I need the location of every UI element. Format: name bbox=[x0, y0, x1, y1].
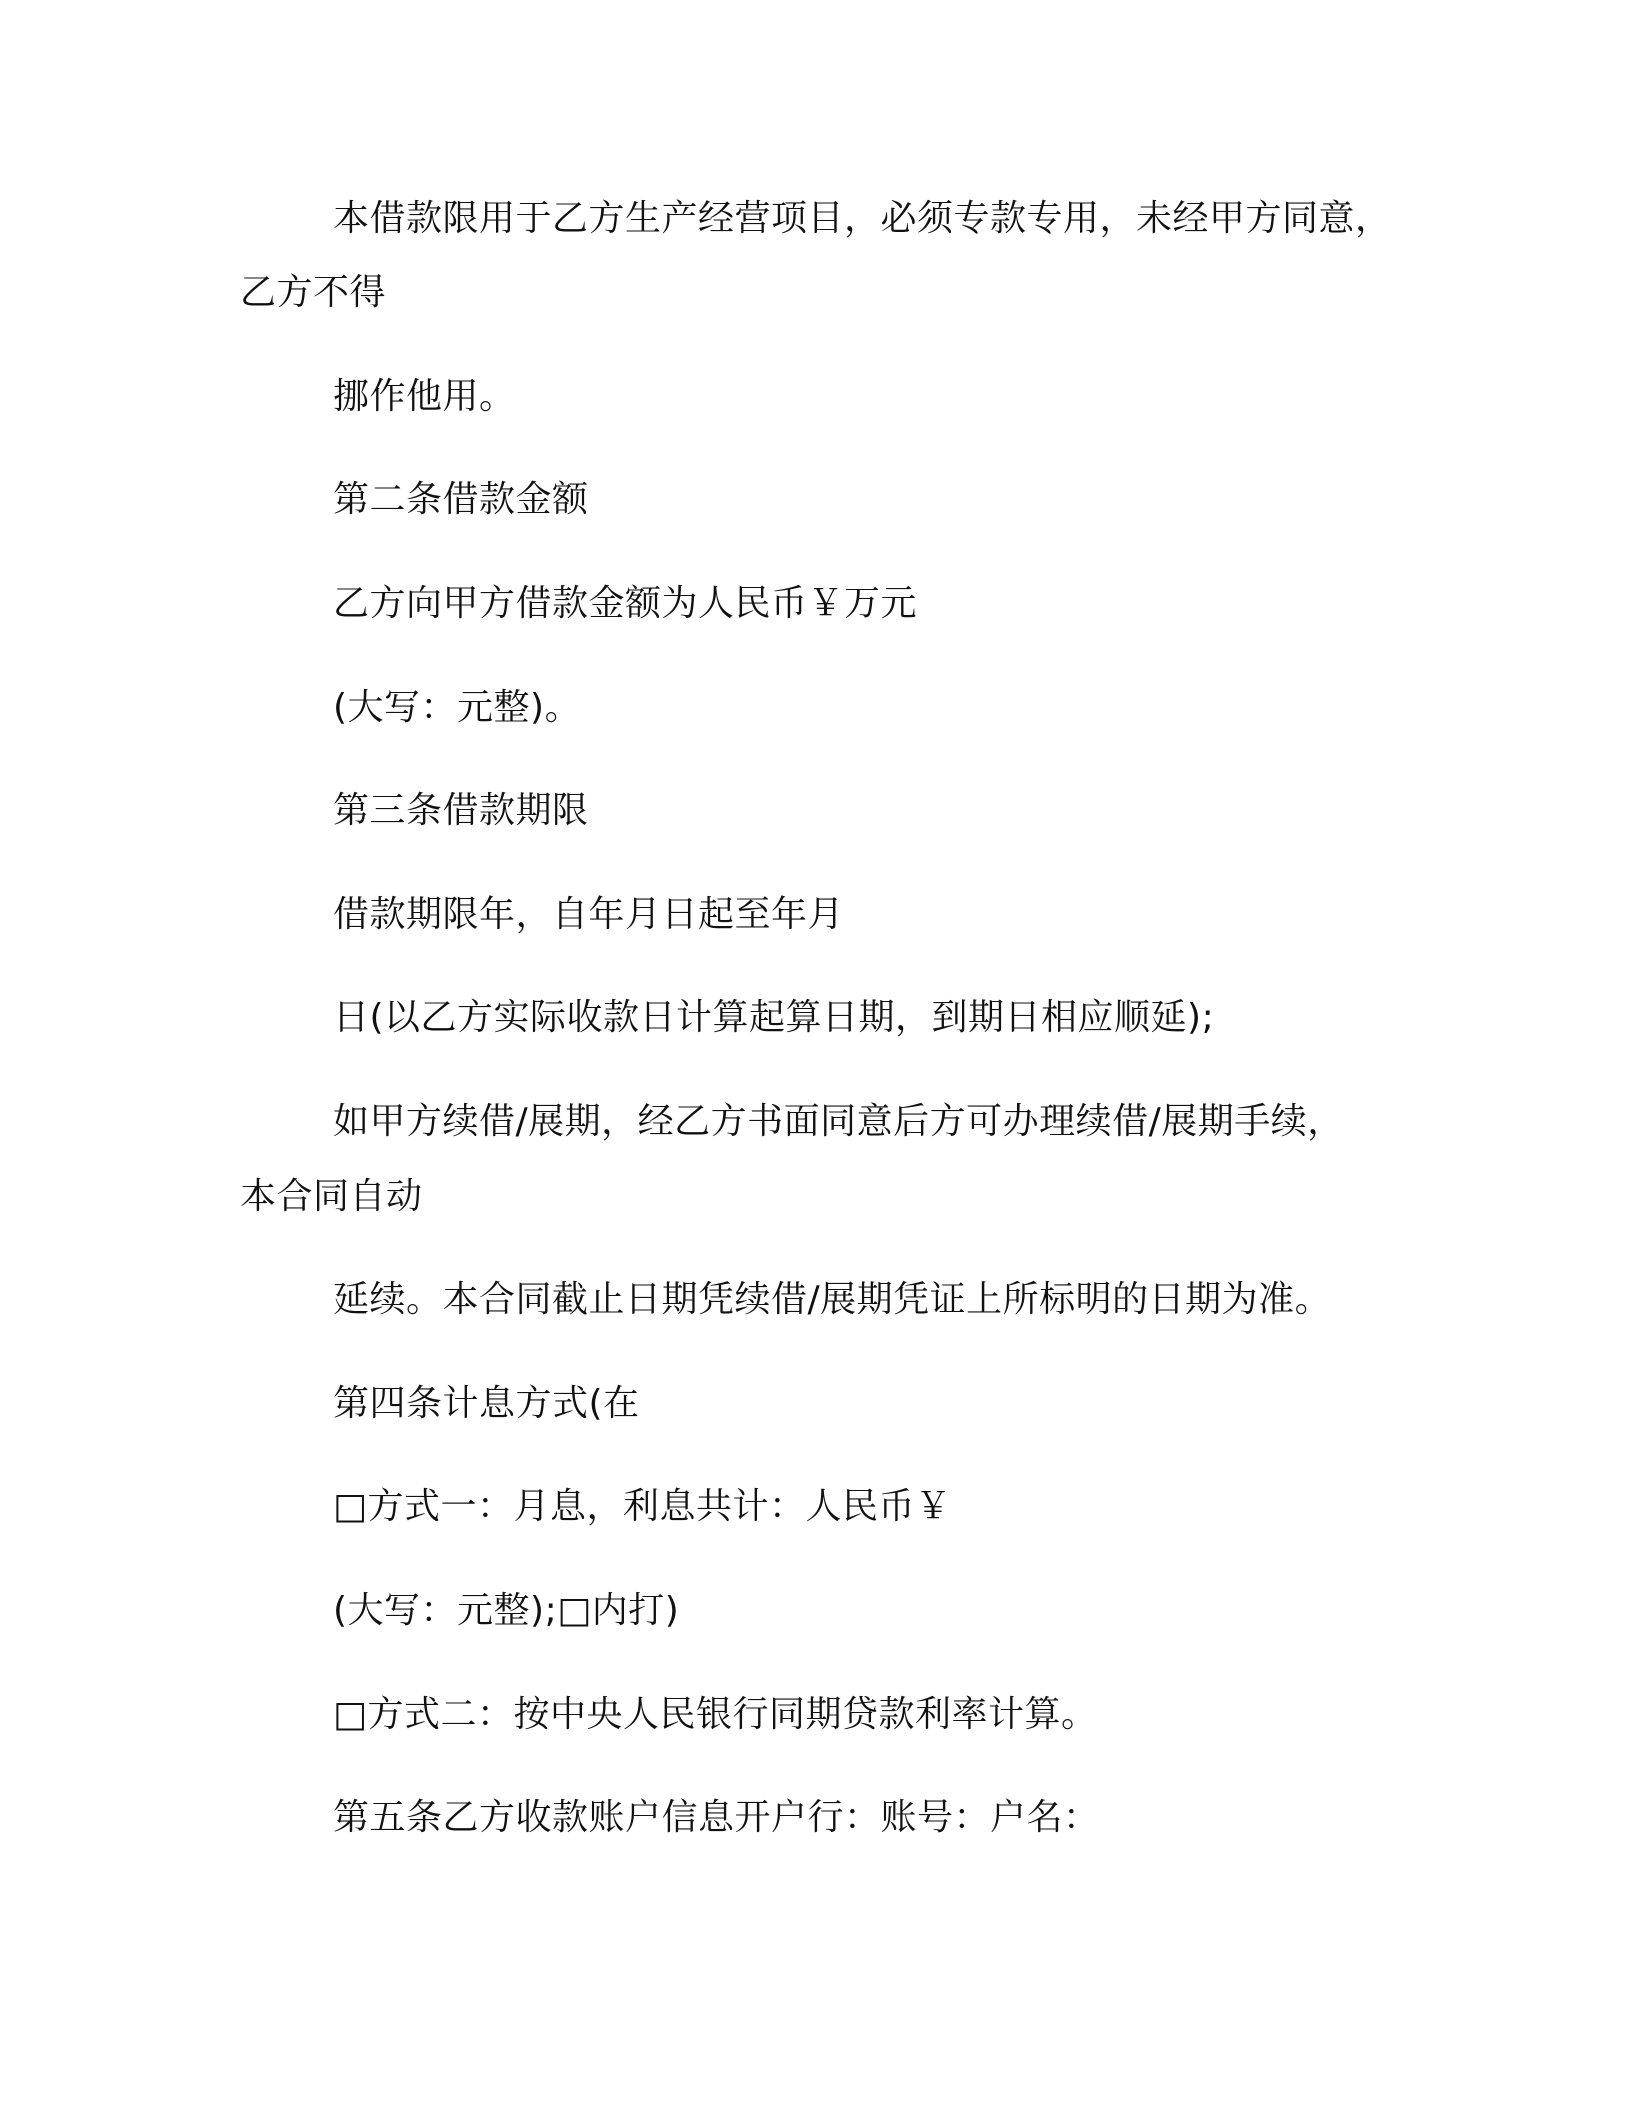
loan-amount-line: 乙方向甲方借款金额为人民币￥万元 bbox=[333, 583, 918, 624]
paragraph-purpose-end: 挪作他用。 bbox=[333, 376, 516, 417]
loan-term-line: 借款期限年，自年月日起至年月 bbox=[333, 894, 845, 935]
interest-option-2: □方式二：按中央人民银行同期贷款利率计算。 bbox=[333, 1694, 1098, 1735]
paragraph-purpose: 本借款限用于乙方生产经营项目，必须专款专用，未经甲方同意， bbox=[333, 198, 1392, 239]
extension-paragraph-end: 延续。本合同截止日期凭续借/展期凭证上所标明的日期为准。 bbox=[333, 1279, 1332, 1320]
article-5-account-info: 第五条乙方收款账户信息开户行：账号：户名： bbox=[333, 1797, 1100, 1838]
article-4-heading: 第四条计息方式(在 bbox=[333, 1383, 640, 1424]
article-2-heading: 第二条借款金额 bbox=[333, 479, 589, 520]
interest-option-1-capital: (大写：元整);□内打) bbox=[333, 1590, 680, 1631]
paragraph-purpose-continued: 乙方不得 bbox=[240, 272, 387, 313]
loan-term-continued: 日(以乙方实际收款日计算起算日期，到期日相应顺延); bbox=[333, 997, 1215, 1038]
interest-option-1: □方式一：月息，利息共计：人民币￥ bbox=[333, 1486, 952, 1527]
loan-amount-capital: (大写：元整)。 bbox=[333, 687, 582, 728]
article-3-heading: 第三条借款期限 bbox=[333, 790, 589, 831]
extension-paragraph-continued: 本合同自动 bbox=[240, 1176, 423, 1217]
extension-paragraph: 如甲方续借/展期，经乙方书面同意后方可办理续借/展期手续， bbox=[333, 1101, 1344, 1142]
